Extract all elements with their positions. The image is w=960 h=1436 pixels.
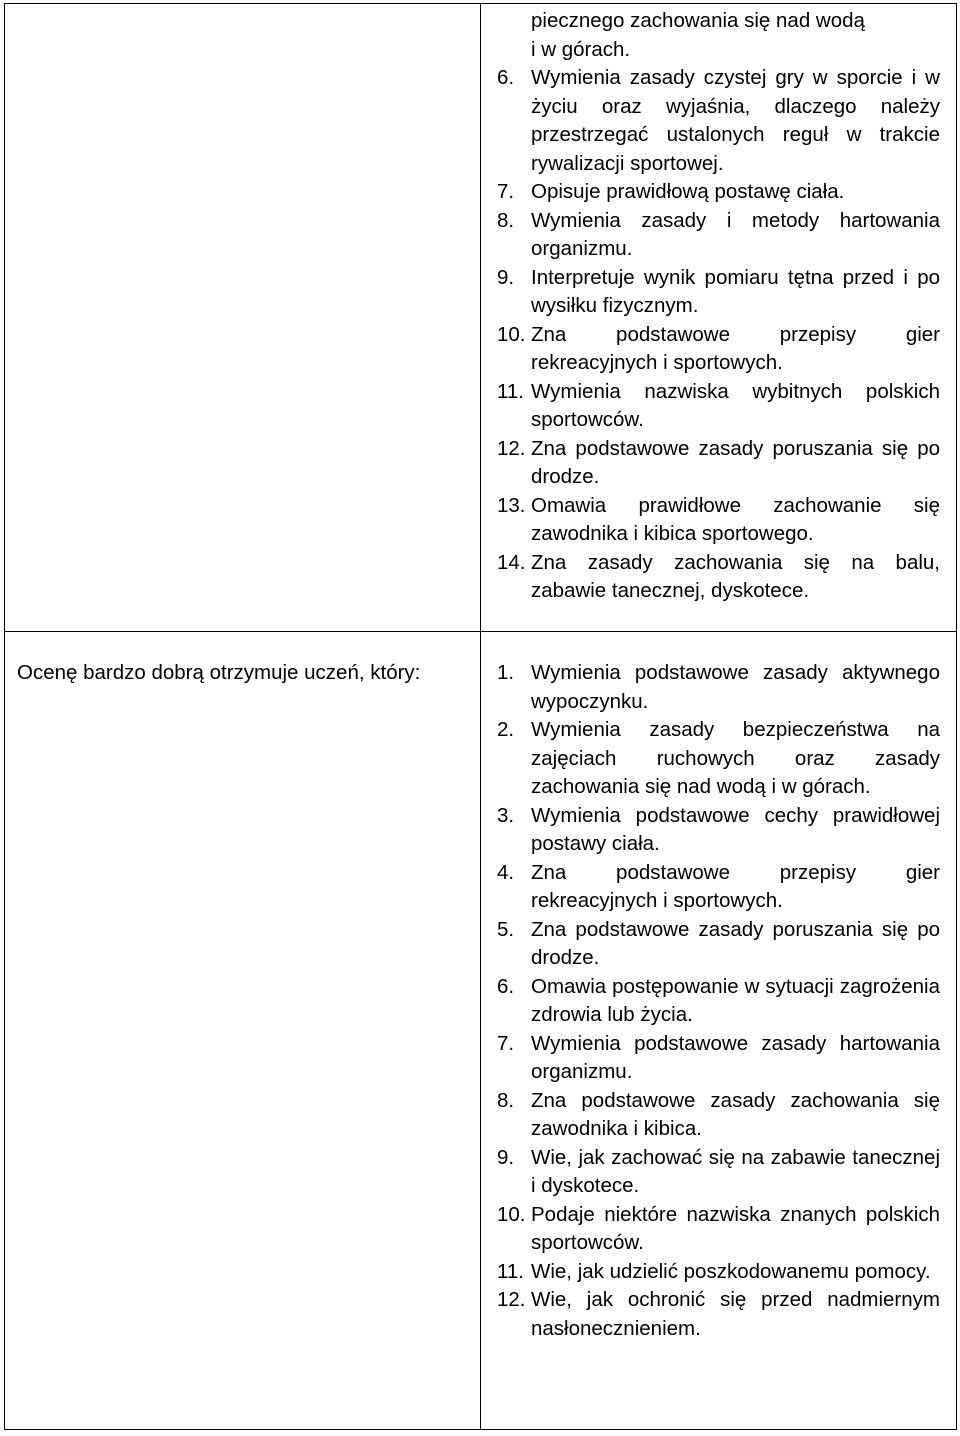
table-row [5, 632, 957, 1430]
left-cell-empty [5, 4, 481, 632]
item-number: 4. [497, 860, 515, 884]
continuation-line: i w górach. [531, 37, 631, 61]
list-item [497, 378, 940, 435]
item-text: Zna podstawowe zasady poruszania się po drodze. [531, 917, 940, 969]
table-row [5, 4, 957, 632]
list-item [497, 802, 940, 859]
item-number: 11. [497, 1259, 524, 1283]
list-item [497, 321, 940, 378]
list-item [497, 178, 940, 207]
criteria-list [497, 64, 940, 606]
item-number: 10. [497, 1202, 526, 1226]
list-item [497, 435, 940, 492]
grading-criteria-table [4, 3, 957, 1430]
list-item [497, 264, 940, 321]
right-cell-criteria [481, 632, 957, 1430]
item-number: 6. [497, 974, 515, 998]
continuation-line: piecznego zachowania się nad wodą [531, 9, 865, 32]
item-number: 7. [497, 1031, 515, 1055]
criteria-list [497, 659, 940, 1343]
list-item [497, 859, 940, 916]
item-number: 11. [497, 379, 524, 403]
item-text: Wie, jak zachować się na zabawie tanecznej i dyskotece. [531, 1145, 940, 1197]
item-number: 5. [497, 917, 515, 941]
item-number: 10. [497, 322, 526, 346]
item-text: Wymienia zasady i metody hartowania organizmu. [531, 208, 940, 260]
item-text: Zna podstawowe zasady poruszania się po drodze. [531, 436, 940, 488]
list-item [497, 1201, 940, 1258]
item-text: Wymienia podstawowe cechy prawidłowej postawy ciała. [531, 803, 940, 855]
item-number: 12. [497, 436, 526, 460]
list-item [497, 659, 940, 716]
list-item [497, 1286, 940, 1343]
item-number: 12. [497, 1288, 526, 1311]
item-text: Opisuje prawidłową postawę ciała. [531, 180, 845, 203]
item-text: Omawia prawidłowe zachowanie się zawodnika i kibica sportowego. [531, 493, 940, 545]
item-number: 8. [497, 208, 515, 232]
item-number: 9. [497, 1145, 515, 1169]
list-item [497, 1258, 940, 1287]
item-number: 7. [497, 180, 515, 203]
item-text: Zna podstawowe przepisy gier rekreacyjnych i sportowych. [531, 860, 940, 912]
list-item [497, 973, 940, 1030]
item-number: 9. [497, 265, 515, 289]
list-item [497, 716, 940, 802]
item-text: Podaje niektóre nazwiska znanych polskich sportowców. [531, 1202, 940, 1254]
item-text: Wie, jak udzielić poszkodowanemu pomocy. [531, 1259, 931, 1283]
item-text: Wymienia podstawowe zasady hartowania organizmu. [531, 1031, 940, 1083]
list-item [497, 1087, 940, 1144]
right-cell-criteria [481, 4, 957, 632]
item-text: Zna podstawowe przepisy gier rekreacyjnych i sportowych. [531, 322, 940, 374]
grade-label: Ocenę bardzo dobrą otrzymuje uczeń, który: [17, 661, 421, 684]
item-text: Zna podstawowe zasady zachowania się zawodnika i kibica. [531, 1088, 940, 1140]
item-number: 8. [497, 1088, 515, 1112]
list-item [497, 64, 940, 178]
item-number: 3. [497, 803, 515, 827]
item-text: Wymienia nazwiska wybitnych polskich sportowców. [531, 379, 940, 431]
list-item [497, 207, 940, 264]
item-text: Zna zasady zachowania się na balu, zabawie tanecznej, dyskotece. [531, 550, 940, 602]
item-text: Omawia postępowanie w sytuacji zagrożenia zdrowia lub życia. [531, 974, 940, 1026]
item-text: Wymienia podstawowe zasady aktywnego wypoczynku. [531, 661, 940, 713]
item-number: 6. [497, 66, 515, 89]
list-item [497, 916, 940, 973]
left-cell-grade [5, 632, 481, 1430]
list-item [497, 1144, 940, 1201]
item-text: Wymienia zasady bezpieczeństwa na zajęciach ruchowych oraz zasady zachowania się nad wodą i w górach. [531, 718, 940, 798]
item-text: Wie, jak ochronić się przed nadmiernym nasłonecznieniem. [531, 1288, 940, 1340]
list-item [497, 492, 940, 549]
item-number: 14. [497, 550, 526, 574]
item-number: 13. [497, 493, 526, 517]
item-text: Wymienia zasady czystej gry w sporcie i w życiu oraz wyjaśnia, dlaczego należy przestrzegać ustalonych reguł w trakcie rywalizacji sportowej. [531, 66, 940, 175]
list-item [497, 549, 940, 606]
list-item [497, 1030, 940, 1087]
item-text: Interpretuje wynik pomiaru tętna przed i po wysiłku fizycznym. [531, 265, 940, 317]
item-number: 2. [497, 718, 515, 741]
item-number: 1. [497, 661, 515, 684]
